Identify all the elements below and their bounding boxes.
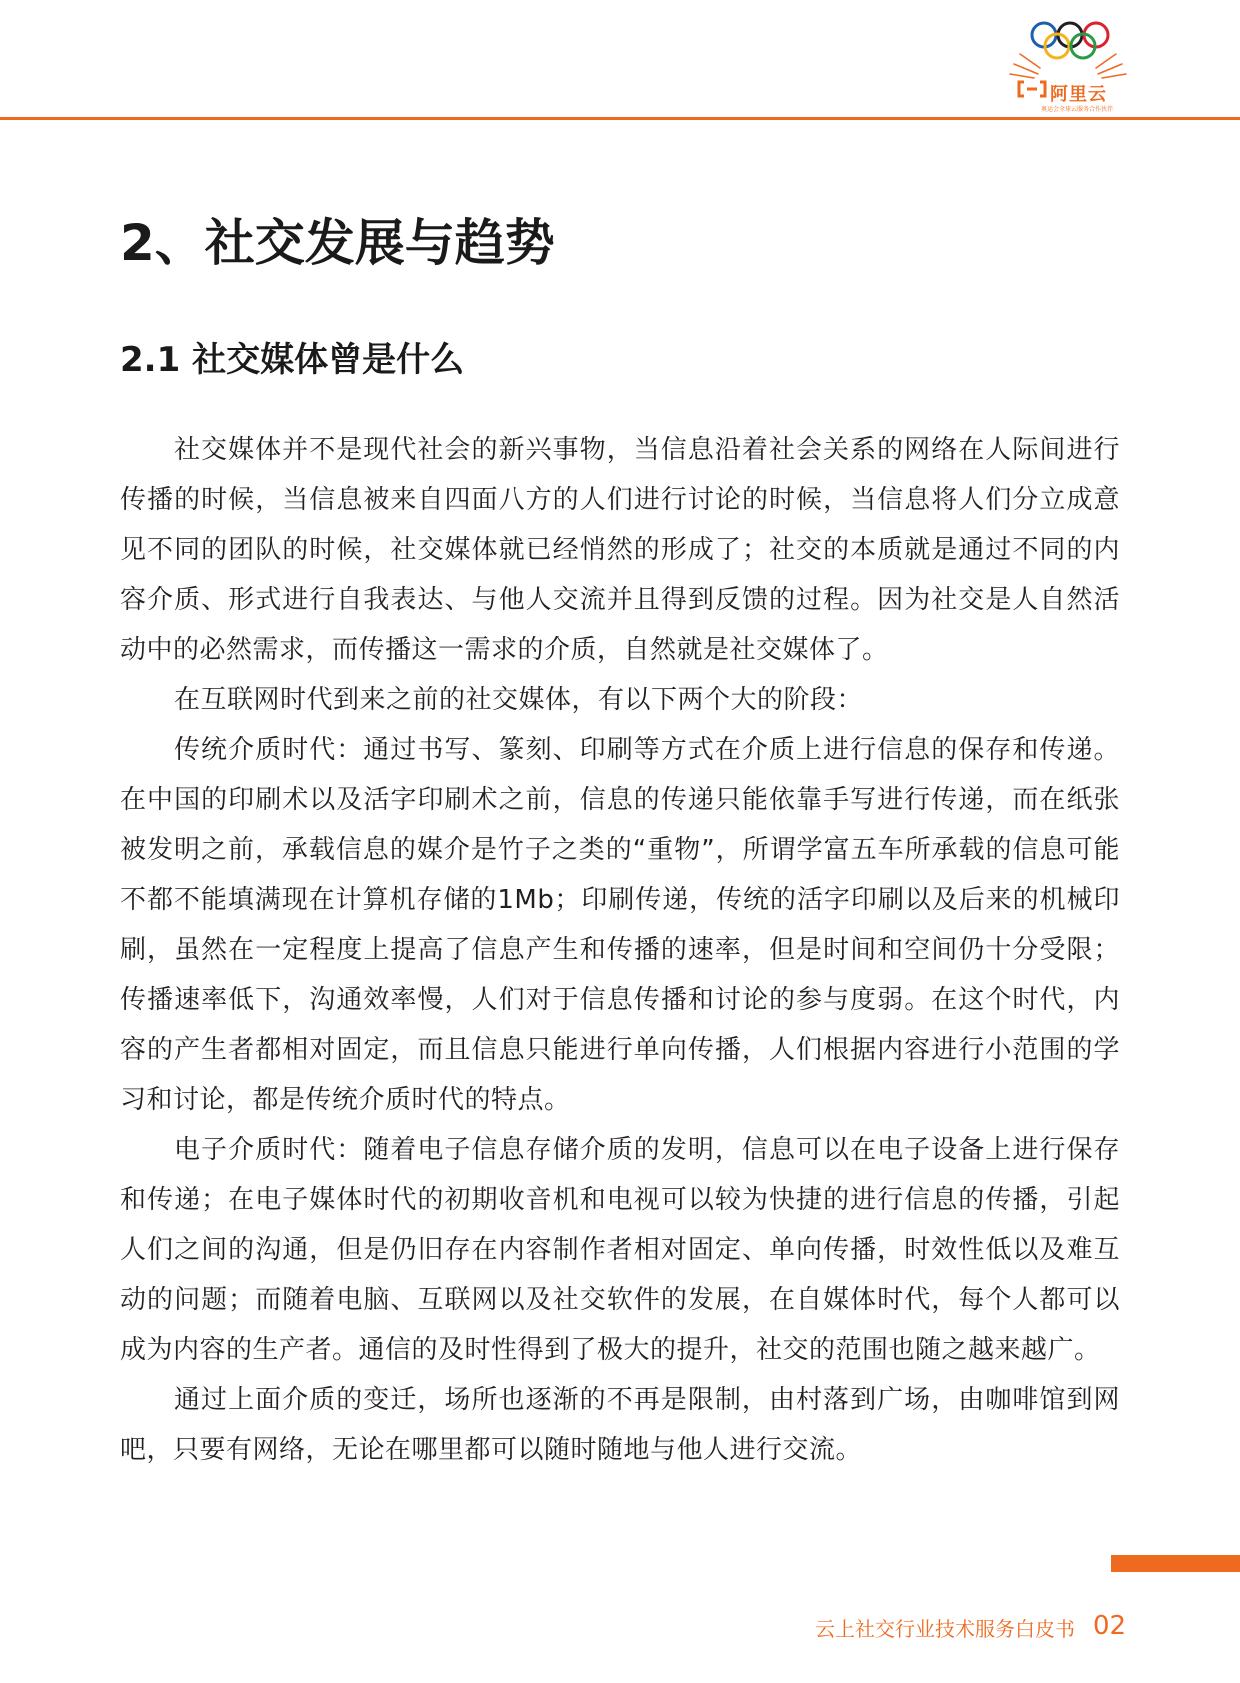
paragraph: 传统介质时代：通过书写、篆刻、印刷等方式在介质上进行信息的保存和传递。在中国的印刷术以及活字印刷术之前，信息的传递只能依靠手写进行传递，而在纸张被发明之前，承载信息的媒介是竹子之类的“重物”，所谓学富五车所承载的信息可能不都不能填满现在计算机存储的1Mb；印刷传递，传统的活字印刷以及后来的机械印刷，虽然在一定程度上提高了信息产生和传播的速率，但是时间和空间仍十分受限；传播速率低下，沟通效率慢，人们对于信息传播和讨论的参与度弱。在这个时代，内容的产生者都相对固定，而且信息只能进行单向传播，人们根据内容进行小范围的学习和讨论，都是传统介质时代的特点。 xyxy=(120,735,1120,1115)
chapter-title: 2、社交发展与趋势 xyxy=(120,214,555,272)
body-text xyxy=(120,425,1120,1475)
section-title: 2.1 社交媒体曾是什么 xyxy=(120,340,465,380)
footer-accent-bar xyxy=(1111,1555,1240,1572)
footer-document-title: 云上社交行业技术服务白皮书 xyxy=(815,1617,1075,1641)
paragraph: 通过上面介质的变迁，场所也逐渐的不再是限制，由村落到广场，由咖啡馆到网吧，只要有网络，无论在哪里都可以随时随地与他人进行交流。 xyxy=(120,1385,1120,1465)
paragraph: 社交媒体并不是现代社会的新兴事物，当信息沿着社会关系的网络在人际间进行传播的时候，当信息被来自四面八方的人们进行讨论的时候，当信息将人们分立成意见不同的团队的时候，社交媒体就已经悄然的形成了；社交的本质就是通过不同的内容介质、形式进行自我表达、与他人交流并且得到反馈的过程。因为社交是人自然活动中的必然需求，而传播这一需求的介质，自然就是社交媒体了。 xyxy=(120,435,1120,665)
page-number: 02 xyxy=(1093,1611,1127,1641)
brand-tagline: 奥运会全球云服务合作伙伴 xyxy=(1040,106,1113,113)
paragraph: 在互联网时代到来之前的社交媒体，有以下两个大的阶段： xyxy=(174,685,864,715)
paragraph: 电子介质时代：随着电子信息存储介质的发明，信息可以在电子设备上进行保存和传递；在电子媒体时代的初期收音机和电视可以较为快捷的进行信息的传播，引起人们之间的沟通，但是仍旧存在内容制作者相对固定、单向传播，时效性低以及难互动的问题；而随着电脑、互联网以及社交软件的发展，在自媒体时代，每个人都可以成为内容的生产者。通信的及时性得到了极大的提升，社交的范围也随之越来越广。 xyxy=(120,1135,1120,1365)
brand-name: 阿里云 xyxy=(1050,84,1107,105)
